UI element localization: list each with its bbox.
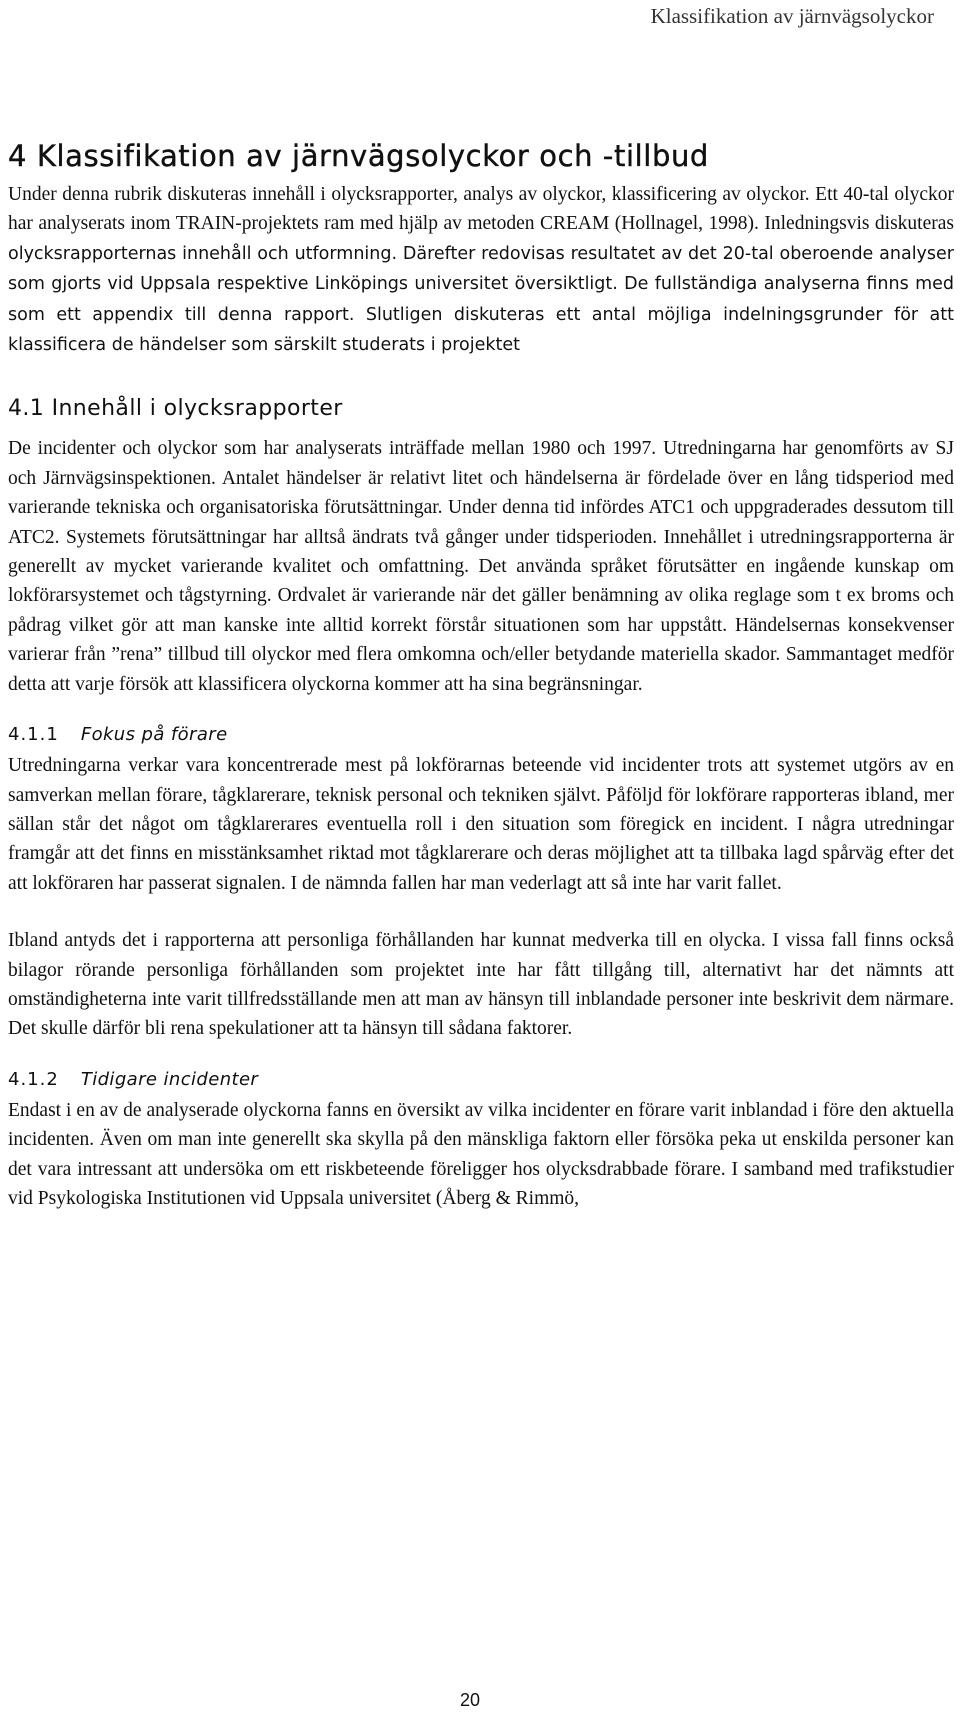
page-number: 20 [459,1690,481,1710]
section-title: 4 Klassifikation av järnvägsolyckor och -tillbud [8,139,709,173]
subsection-4-1-1-heading [8,721,954,749]
page-content [8,138,954,1213]
subsection-4-1-1-para-2: Ibland antyds det i rapporterna att personliga förhållanden har kunnat medverka till en olycka. I vissa fall finns också bilagor rörande personliga förhållanden som projektet inte har fått tillgång till, alternativt har det nämnts att omständigheterna inte varit tillfredsställande men att man av hänsyn till inblandade personer inte beskrivit dem närmare. Det skulle därför bli rena spekulationer att ta hänsyn till sådana faktorer. [8,930,954,1040]
running-header: Klassifikation av järnvägsolyckor [650,4,934,28]
intro-serif-text: Under denna rubrik diskuteras innehåll i olycksrapporter, analys av olyckor, klassificering av olyckor. Ett 40-tal olyckor har analyserats inom TRAIN-projektets ram med hjälp av metoden CREAM (Hollnagel, 1998). Inledningsvis diskuteras [8,184,954,235]
section-intro [8,180,954,360]
subsection-4-1-body: De incidenter och olyckor som har analyserats inträffade mellan 1980 och 1997. Utredningarna har genomförts av SJ och Järnvägsinspektionen. Antalet händelser är relativt litet och händelserna är fördelade över en lång tidsperiod med varierande tekniska och organisatoriska förutsättningar. Under denna tid infördes ATC1 och uppgraderades dessutom till ATC2. Systemets förutsättningar har alltså ändrats två gånger under tidsperioden. Innehållet i utredningsrapporterna är generellt av mycket varierande kvalitet och omfattning. Det använda språket förutsätter en ingående kunskap om lokförarsystemet och tågstyrning. Ordvalet är varierande när det gäller benämning av olika reglage som t ex broms och pådrag vilket gör att man kanske inte alltid korrekt förstår situationen som har uppstått. Händelsernas konsekvenser varierar från ”rena” tillbud till olyckor med flera omkomna och/eller betydande materiella skador. Sammantaget medför detta att varje försök att klassificera olyckorna kommer att ha sina begränsningar. [8,438,954,695]
subsection-4-1-1-number: 4.1.1 [8,724,59,746]
intro-sans-text: olycksrapporternas innehåll och utformning. Därefter redovisas resultatet av det 20-tal oberoende analyser som gjorts vid Uppsala respektive Linköpings universitet översiktligt. De fullständiga analyserna finns med som ett appendix till denna rapport. Slutligen diskuteras ett antal möjliga indelningsgrunder för att klassificera de händelser som särskilt studerats i projektet [8,243,954,356]
subsection-4-1-1-title: Fokus på förare [80,724,228,746]
subsection-4-1-2-body: Endast i en av de analyserade olyckorna fanns en översikt av vilka incidenter en förare varit inblandad i före den aktuella incidenten. Även om man inte generellt ska skylla på den mänskliga faktorn eller försöka peka ut enskilda personer kan det vara intressant att undersöka om ett riskbeteende föreligger hos olycksdrabbade förare. I samband med trafikstudier vid Psykologiska Institutionen vid Uppsala universitet (Åberg & Rimmö, [8,1099,954,1209]
subsection-4-1-2-number: 4.1.2 [8,1068,59,1090]
subsection-4-1-title: 4.1 Innehåll i olycksrapporter [8,396,343,422]
subsection-4-1-1-para-1: Utredningarna verkar vara koncentrerade mest på lokförarnas beteende vid incidenter trots att systemet utgörs av en samverkan mellan förare, tågklarerare, teknisk personal och tekniken självt. Påföljd för lokförare rapporteras ibland, mer sällan står det något om tågklarerares eventuella roll i den situation som föregick en incident. I några utredningar framgår att det finns en misstänksamhet riktad mot tågklarerare och deras möjlighet att ta tillbaka lagd spårväg efter det att lokföraren har passerat signalen. I de nämnda fallen har man vederlagt att så inte har varit fallet. [8,755,954,894]
subsection-4-1-2-title: Tidigare incidenter [80,1068,259,1090]
subsection-4-1-2-heading [8,1066,954,1094]
